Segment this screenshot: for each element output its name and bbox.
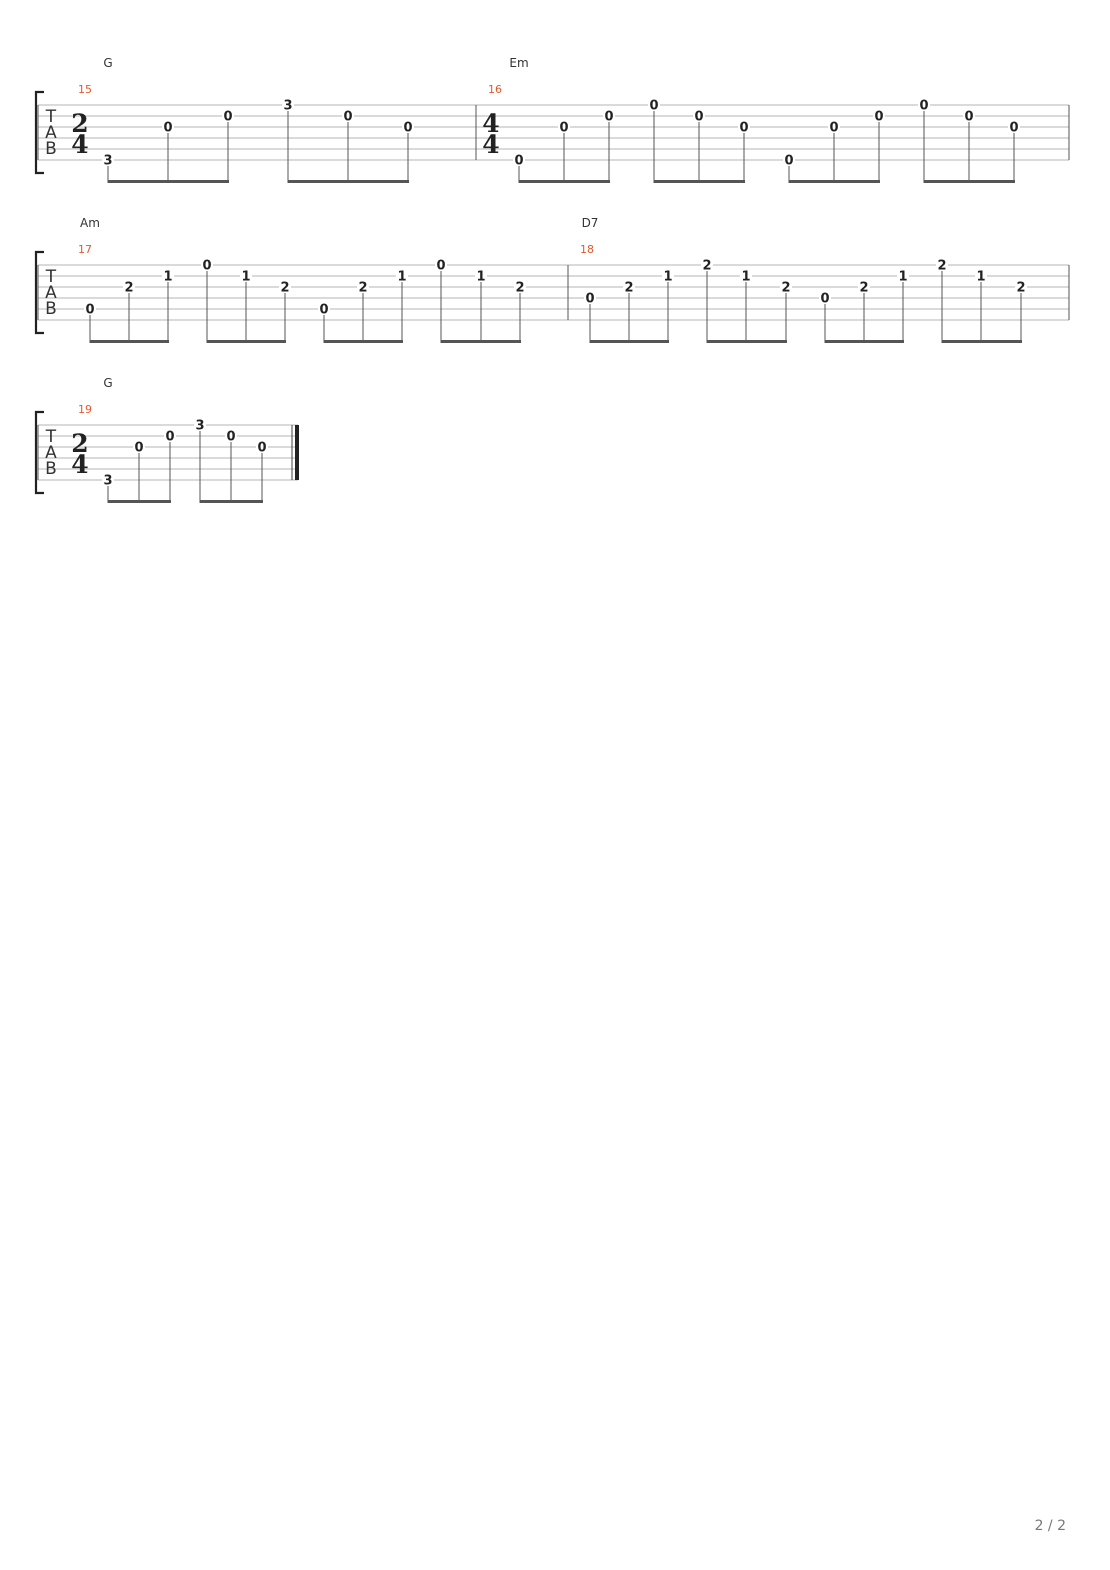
fret-number: 0 <box>820 291 830 307</box>
tab-letter-t: T <box>45 107 57 127</box>
fret-number: 1 <box>163 269 173 285</box>
fret-number: 1 <box>476 269 486 285</box>
beam <box>441 340 521 343</box>
fret-number: 0 <box>784 153 794 169</box>
fret-number: 0 <box>1009 120 1019 136</box>
beam <box>654 180 745 183</box>
beam <box>590 340 669 343</box>
measure-18 <box>580 216 1027 343</box>
measure-number: 16 <box>488 83 502 96</box>
beam <box>108 180 229 183</box>
fret-number: 0 <box>85 302 95 318</box>
tab-system-2 <box>36 216 1069 343</box>
system-bracket <box>36 92 44 173</box>
fret-number: 0 <box>436 258 446 274</box>
beam <box>519 180 610 183</box>
tab-letter-a: A <box>45 123 57 143</box>
beam <box>942 340 1022 343</box>
fret-number: 0 <box>649 98 659 114</box>
time-signature-denominator: 4 <box>482 130 500 159</box>
fret-number: 1 <box>397 269 407 285</box>
beam <box>789 180 880 183</box>
tab-letter-a: A <box>45 443 57 463</box>
tab-letter-t: T <box>45 427 57 447</box>
fret-number: 0 <box>874 109 884 125</box>
chord-name: Em <box>509 56 529 70</box>
beam <box>707 340 787 343</box>
fret-number: 1 <box>663 269 673 285</box>
fret-number: 3 <box>195 418 205 434</box>
fret-number: 1 <box>976 269 986 285</box>
fret-number: 1 <box>241 269 251 285</box>
fret-number: 0 <box>343 109 353 125</box>
fret-number: 3 <box>283 98 293 114</box>
fret-number: 0 <box>226 429 236 445</box>
system-bracket <box>36 252 44 333</box>
tab-letter-t: T <box>45 267 57 287</box>
chord-name: D7 <box>581 216 599 230</box>
time-signature-numerator: 2 <box>71 429 89 458</box>
fret-number: 0 <box>202 258 212 274</box>
fret-number: 0 <box>559 120 569 136</box>
fret-number: 0 <box>223 109 233 125</box>
fret-number: 2 <box>624 280 634 296</box>
beam <box>324 340 403 343</box>
fret-number: 2 <box>937 258 947 274</box>
tab-letter-b: B <box>45 459 57 479</box>
measure-number: 18 <box>580 243 594 256</box>
fret-number: 2 <box>515 280 525 296</box>
system-bracket <box>36 412 44 493</box>
fret-number: 3 <box>103 153 113 169</box>
fret-number: 0 <box>165 429 175 445</box>
beam <box>200 500 263 503</box>
fret-number: 2 <box>702 258 712 274</box>
fret-number: 0 <box>694 109 704 125</box>
fret-number: 1 <box>898 269 908 285</box>
page-number: 2 / 2 <box>1034 1518 1066 1534</box>
beam <box>90 340 169 343</box>
final-barline <box>295 425 299 480</box>
chord-name: G <box>103 376 113 390</box>
measure-number: 17 <box>78 243 92 256</box>
fret-number: 2 <box>124 280 134 296</box>
chord-name: Am <box>80 216 100 230</box>
beam <box>207 340 286 343</box>
measure-number: 19 <box>78 403 92 416</box>
time-signature-denominator: 4 <box>71 450 89 479</box>
measure-17 <box>78 216 526 343</box>
time-signature-numerator: 2 <box>71 109 89 138</box>
fret-number: 2 <box>781 280 791 296</box>
fret-number: 0 <box>257 440 267 456</box>
fret-number: 0 <box>739 120 749 136</box>
fret-number: 0 <box>163 120 173 136</box>
time-signature-numerator: 4 <box>482 109 500 138</box>
beam <box>108 500 171 503</box>
fret-number: 3 <box>103 473 113 489</box>
tab-letter-a: A <box>45 283 57 303</box>
fret-number: 0 <box>604 109 614 125</box>
tab-letter-b: B <box>45 139 57 159</box>
fret-number: 0 <box>919 98 929 114</box>
fret-number: 0 <box>403 120 413 136</box>
measure-19 <box>71 376 268 503</box>
beam <box>924 180 1015 183</box>
fret-number: 0 <box>514 153 524 169</box>
fret-number: 2 <box>280 280 290 296</box>
time-signature-denominator: 4 <box>71 130 89 159</box>
beam <box>825 340 904 343</box>
tab-system-1 <box>36 56 1069 183</box>
fret-number: 1 <box>741 269 751 285</box>
fret-number: 0 <box>964 109 974 125</box>
tab-letter-b: B <box>45 299 57 319</box>
fret-number: 2 <box>859 280 869 296</box>
tab-system-3 <box>36 376 299 503</box>
fret-number: 0 <box>829 120 839 136</box>
fret-number: 0 <box>134 440 144 456</box>
measure-number: 15 <box>78 83 92 96</box>
fret-number: 2 <box>358 280 368 296</box>
fret-number: 0 <box>319 302 329 318</box>
measure-15 <box>71 56 414 183</box>
chord-name: G <box>103 56 113 70</box>
beam <box>288 180 409 183</box>
measure-16 <box>482 56 1020 183</box>
fret-number: 2 <box>1016 280 1026 296</box>
fret-number: 0 <box>585 291 595 307</box>
